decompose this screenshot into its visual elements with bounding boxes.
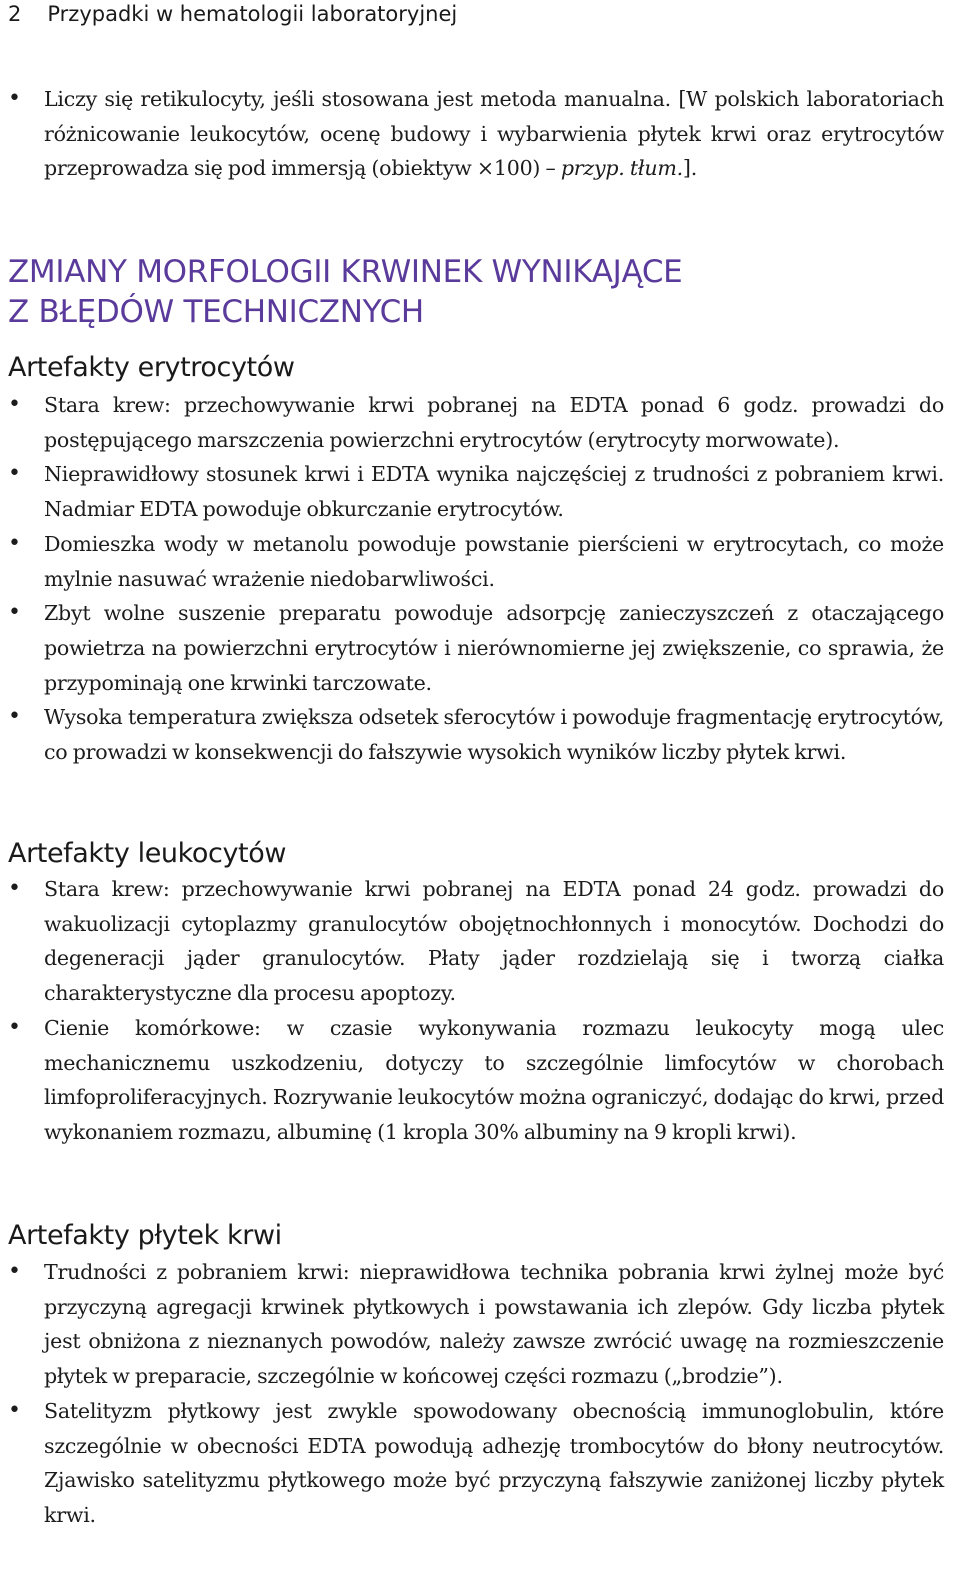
platelet-list bbox=[8, 1255, 944, 1533]
list-item bbox=[8, 82, 944, 186]
list-item: • Stara krew: przechowywanie krwi pobranej na EDTA ponad 24 godz. prowadzi do wakuolizacji cytoplazmy granulocytów obojętnochłonnych i monocytów. Dochodzi do degeneracji jąder granulocytów. Płaty jąder rozdzielają się i tworzą ciałka charakterystyczne dla procesu apoptozy. bbox=[8, 872, 944, 1011]
translator-note: przyp. tłum. bbox=[560, 156, 683, 181]
section-title-line1: ZMIANY MORFOLOGII KRWINEK WYNIKAJĄCE bbox=[8, 254, 683, 290]
erythrocyte-list bbox=[8, 388, 944, 770]
intro-text: Liczy się retikulocyty, jeśli stosowana jest metoda manualna. [W polskich laboratoriach różnicowanie leukocytów, ocenę budowy i wybarwienia płytek krwi oraz erytrocytów przeprowadza się pod immersją (obiektyw ×100) – bbox=[44, 87, 944, 181]
leukocyte-artifacts-heading: Artefakty leukocytów bbox=[8, 838, 287, 869]
running-title: Przypadki w hematologii laboratoryjnej bbox=[47, 2, 458, 26]
section-title-line2: Z BŁĘDÓW TECHNICZNYCH bbox=[8, 294, 424, 330]
erythrocyte-artifacts-heading: Artefakty erytrocytów bbox=[8, 352, 295, 383]
list-item: • Cienie komórkowe: w czasie wykonywania rozmazu leukocyty mogą ulec mechanicznemu uszkodzeniu, dotyczy to szczególnie limfocytów w chorobach limfoproliferacyjnych. Rozrywanie leukocytów można ograniczyć, dodając do krwi, przed wykonaniem rozmazu, albuminę (1 kropla 30% albuminy na 9 kropli krwi). bbox=[8, 1011, 944, 1150]
list-item: • Trudności z pobraniem krwi: nieprawidłowa technika pobrania krwi żylnej może być przyczyną agregacji krwinek płytkowych i powstawania ich zlepów. Gdy liczba płytek jest obniżona z nieznanych powodów, należy zawsze zwrócić uwagę na rozmieszczenie płytek w preparacie, szczególnie w końcowej części rozmazu („brodzie”). bbox=[8, 1255, 944, 1394]
erythrocyte-artifacts bbox=[8, 388, 944, 770]
list-item: • Domieszka wody w metanolu powoduje powstanie pierścieni w erytrocytach, co może mylnie nasuwać wrażenie niedobarwliwości. bbox=[8, 527, 944, 596]
intro-tail: ]. bbox=[682, 156, 698, 181]
list-item: • Satelityzm płytkowy jest zwykle spowodowany obecnością immunoglobulin, które szczególnie w obecności EDTA powodują adhezję trombocytów do błony neutrocytów. Zjawisko satelityzmu płytkowego może być przyczyną fałszywie zaniżonej liczby płytek krwi. bbox=[8, 1394, 944, 1533]
intro-list bbox=[8, 82, 944, 186]
page-number: 2 bbox=[8, 2, 22, 26]
platelet-artifacts bbox=[8, 1255, 944, 1533]
list-item: • Wysoka temperatura zwiększa odsetek sferocytów i powoduje fragmentację erytrocytów, co prowadzi w konsekwencji do fałszywie wysokich wyników liczby płytek krwi. bbox=[8, 700, 944, 769]
list-item: • Nieprawidłowy stosunek krwi i EDTA wynika najczęściej z trudności z pobraniem krwi. Nadmiar EDTA powoduje obkurczanie erytrocytów. bbox=[8, 457, 944, 526]
leukocyte-list bbox=[8, 872, 944, 1150]
platelet-artifacts-heading: Artefakty płytek krwi bbox=[8, 1220, 282, 1251]
list-item: • Stara krew: przechowywanie krwi pobranej na EDTA ponad 6 godz. prowadzi do postępującego marszczenia powierzchni erytrocytów (erytrocyty morwowate). bbox=[8, 388, 944, 457]
list-item: • Zbyt wolne suszenie preparatu powoduje adsorpcję zanieczyszczeń z otaczającego powietrza na powierzchni erytrocytów i nierównomierne jej zwiększenie, co sprawia, że przypominają one krwinki tarczowate. bbox=[8, 596, 944, 700]
leukocyte-artifacts bbox=[8, 872, 944, 1150]
section-title bbox=[8, 252, 682, 332]
running-header bbox=[8, 2, 457, 26]
intro-block bbox=[8, 82, 944, 186]
